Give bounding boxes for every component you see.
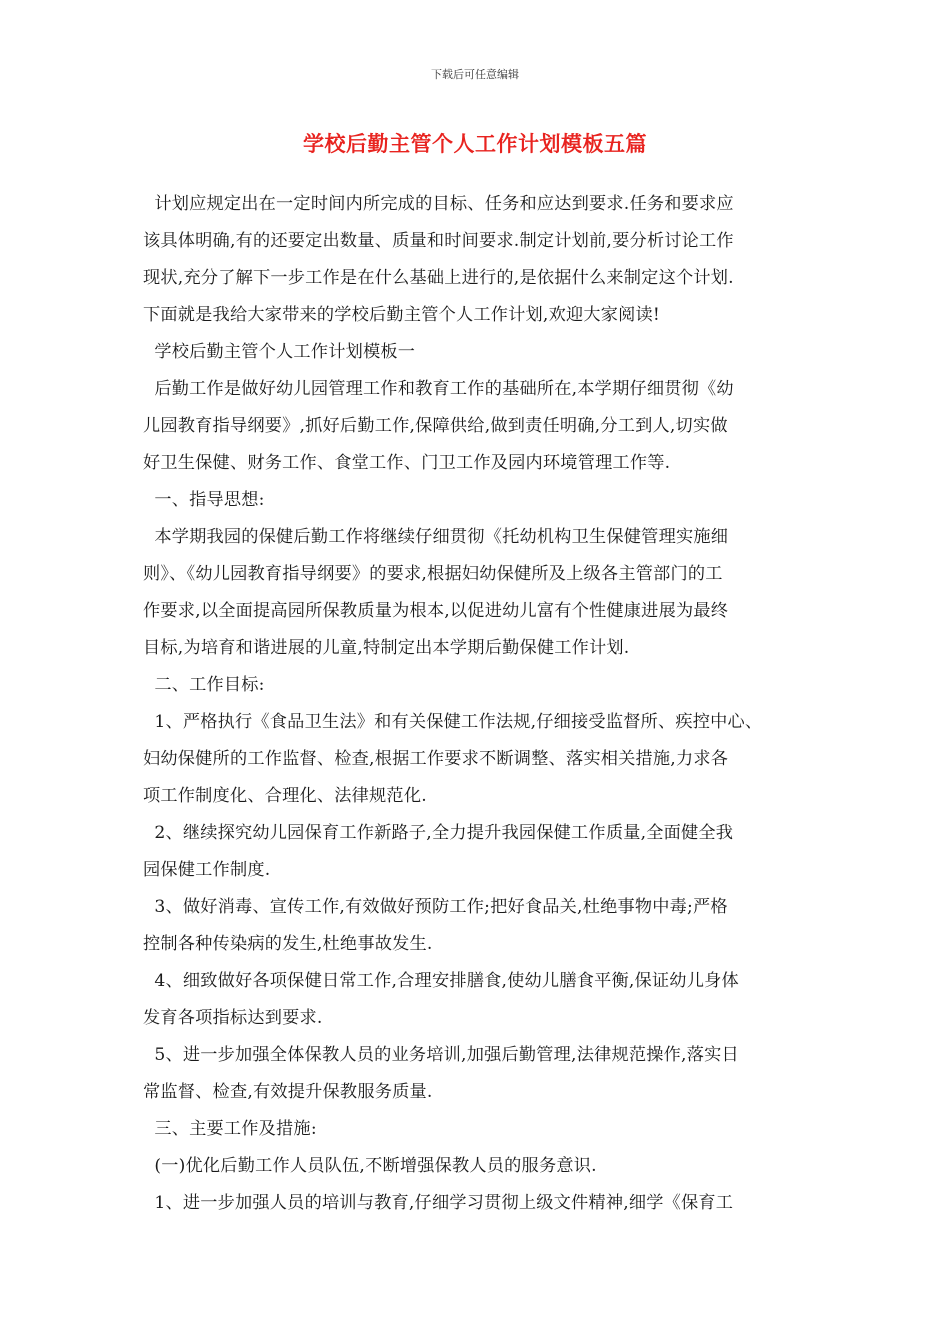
text-line: 则》、《幼儿园教育指导纲要》的要求,根据妇幼保健所及上级各主管部门的工	[143, 564, 723, 584]
text-line: 4、细致做好各项保健日常工作,合理安排膳食,使幼儿膳食平衡,保证幼儿身体	[143, 971, 739, 991]
text-line: 计划应规定出在一定时间内所完成的目标、任务和应达到要求.任务和要求应	[143, 194, 734, 214]
text-line: (一)优化后勤工作人员队伍,不断增强保教人员的服务意识.	[143, 1156, 597, 1176]
text-line: 项工作制度化、合理化、法律规范化.	[143, 786, 427, 806]
text-line: 二、工作目标:	[143, 675, 265, 695]
text-line: 5、进一步加强全体保教人员的业务培训,加强后勤管理,法律规范操作,落实日	[143, 1045, 739, 1065]
text-line: 妇幼保健所的工作监督、检查,根据工作要求不断调整、落实相关措施,力求各	[143, 749, 729, 769]
text-line: 本学期我园的保健后勤工作将继续仔细贯彻《托幼机构卫生保健管理实施细	[143, 527, 729, 547]
text-line: 好卫生保健、财务工作、食堂工作、门卫工作及园内环境管理工作等.	[143, 453, 671, 473]
text-line: 1、严格执行《食品卫生法》和有关保健工作法规,仔细接受监督所、疾控中心、	[143, 712, 763, 732]
text-line: 3、做好消毒、宣传工作,有效做好预防工作;把好食品关,杜绝事物中毒;严格	[143, 897, 728, 917]
text-line: 发育各项指标达到要求.	[143, 1008, 323, 1028]
text-line: 后勤工作是做好幼儿园管理工作和教育工作的基础所在,本学期仔细贯彻《幼	[143, 379, 734, 399]
text-line: 作要求,以全面提高园所保教质量为根本,以促进幼儿富有个性健康进展为最终	[143, 601, 729, 621]
document-body	[143, 186, 813, 1222]
text-line: 三、主要工作及措施:	[143, 1119, 317, 1139]
text-line: 儿园教育指导纲要》,抓好后勤工作,保障供给,做到责任明确,分工到人,切实做	[143, 416, 728, 436]
text-line: 学校后勤主管个人工作计划模板一	[143, 342, 416, 362]
text-line: 常监督、检查,有效提升保教服务质量.	[143, 1082, 433, 1102]
text-line: 园保健工作制度.	[143, 860, 271, 880]
text-line: 目标,为培育和谐进展的儿童,特制定出本学期后勤保健工作计划.	[143, 638, 630, 658]
text-line: 1、进一步加强人员的培训与教育,仔细学习贯彻上级文件精神,细学《保育工	[143, 1193, 734, 1213]
header-note: 下载后可任意编辑	[431, 68, 519, 81]
text-line: 一、指导思想:	[143, 490, 265, 510]
text-line: 2、继续探究幼儿园保育工作新路子,全力提升我园保健工作质量,全面健全我	[143, 823, 734, 843]
text-line: 控制各种传染病的发生,杜绝事故发生.	[143, 934, 433, 954]
text-line: 现状,充分了解下一步工作是在什么基础上进行的,是依据什么来制定这个计划.	[143, 268, 734, 288]
document-title: 学校后勤主管个人工作计划模板五篇	[303, 131, 647, 156]
text-line: 该具体明确,有的还要定出数量、质量和时间要求.制定计划前,要分析讨论工作	[143, 231, 734, 251]
text-line: 下面就是我给大家带来的学校后勤主管个人工作计划,欢迎大家阅读!	[143, 305, 661, 325]
